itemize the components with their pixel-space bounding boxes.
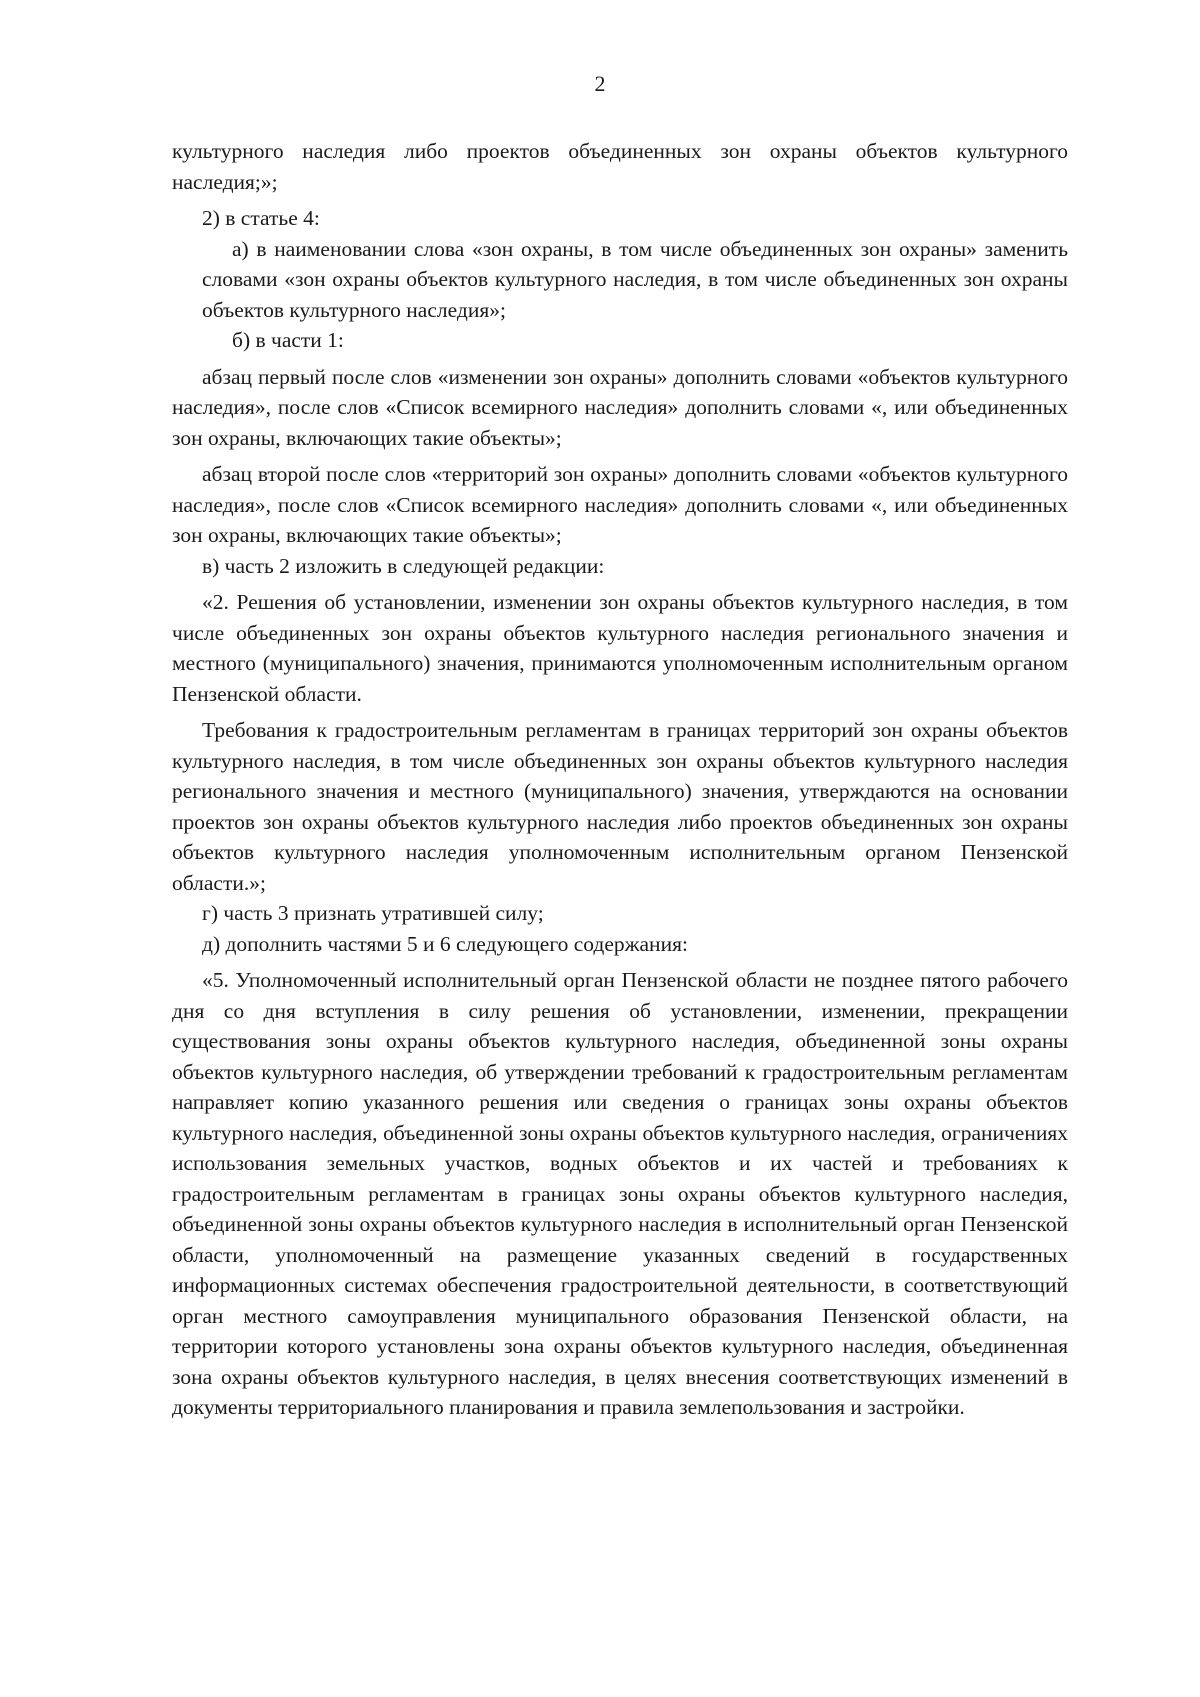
document-body [172, 136, 1068, 1423]
paragraph-quote: «2. Решения об установлении, изменении зон охраны объектов культурного наследия, в том числе объединенных зон охраны объектов культурного наследия регионального значения и местного (муниципального) значения, принимаются уполномоченным исполнительным органом Пензенской области. [172, 590, 1068, 706]
page-number: 2 [594, 71, 606, 96]
paragraph: в) часть 2 изложить в следующей редакции: [202, 553, 605, 578]
paragraph: г) часть 3 признать утратившей силу; [202, 901, 544, 925]
paragraph-subitem: б) в части 1: [232, 328, 344, 352]
paragraph: абзац второй после слов «территорий зон охраны» дополнить словами «объектов культурного наследия», после слов «Список всемирного наследия» дополнить словами «, или объединенных зон охраны, включающих такие объекты»; [172, 462, 1068, 547]
paragraph-subitem: а) в наименовании слова «зон охраны, в том числе объединенных зон охраны» заменить словами «зон охраны объектов культурного наследия, в том числе объединенных зон охраны объектов культурного наследия»; [202, 236, 1068, 322]
paragraph: д) дополнить частями 5 и 6 следующего содержания: [202, 931, 688, 956]
paragraph: абзац первый после слов «изменении зон охраны» дополнить словами «объектов культурного наследия», после слов «Список всемирного наследия» дополнить словами «, или объединенных зон охраны, включающих такие объекты»; [172, 364, 1068, 450]
paragraph: Требования к градостроительным регламентам в границах территорий зон охраны объектов культурного наследия, в том числе объединенных зон охраны объектов культурного наследия регионального значения и местного (муниципального) значения, утверждаются на основании проектов зон охраны объектов культурного наследия либо проектов объединенных зон охраны объектов культурного наследия уполномоченным исполнительным органом Пензенской области.»; [172, 718, 1068, 895]
paragraph-quote: «5. Уполномоченный исполнительный орган Пензенской области не позднее пятого рабочего дня со дня вступления в силу решения об установлении, изменении, прекращении существования зоны охраны объектов культурного наследия, объединенной зоны охраны объектов культурного наследия, об утверждении требований к градостроительным регламентам направляет копию указанного решения или сведения о границах зоны охраны объектов культурного наследия, объединенной зоны охраны объектов культурного наследия, ограничениях использования земельных участков, водных объектов и их частей и требованиях к градостроительным регламентам в границах зоны охраны объектов культурного наследия, объединенной зоны охраны объектов культурного наследия в исполнительный орган Пензенской области, уполномоченный на размещение указанных сведений в государственных информационных системах обеспечения градостроительной деятельности, в соответствующий орган местного самоуправления муниципального образования Пензенской области, на территории которого установлены зона охраны объектов культурного наследия, объединенная зона охраны объектов культурного наследия, в целях внесения соответствующих изменений в документы территориального планирования и правила землепользования и застройки. [172, 968, 1068, 1419]
paragraph-list-item: 2) в статье 4: [202, 206, 320, 230]
paragraph: культурного наследия либо проектов объединенных зон охраны объектов культурного наследия;»; [172, 139, 1068, 194]
